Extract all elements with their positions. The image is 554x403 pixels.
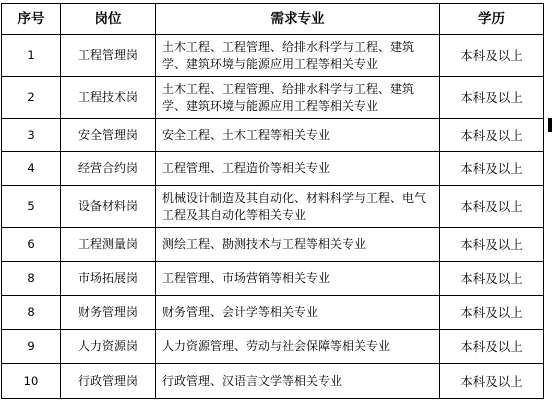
header-position: 岗位 [61, 4, 156, 34]
header-major: 需求专业 [156, 4, 440, 34]
row-major: 工程管理、工程造价等相关专业 [156, 152, 440, 185]
row-major: 土木工程、工程管理、给排水科学与工程、建筑学、建筑环境与能源应用工程等相关专业 [156, 77, 440, 118]
row-no: 8 [2, 296, 61, 329]
row-position: 设备材料岗 [61, 186, 156, 227]
row-no: 9 [2, 330, 61, 363]
table-row [2, 35, 543, 77]
row-no: 2 [2, 77, 61, 118]
row-position: 工程管理岗 [61, 35, 156, 76]
table-row [2, 119, 543, 152]
row-no: 4 [2, 152, 61, 185]
row-major: 机械设计制造及其自动化、材料科学与工程、电气工程及其自动化等相关专业 [156, 186, 440, 227]
row-position: 财务管理岗 [61, 296, 156, 329]
table-row [2, 330, 543, 364]
row-major: 工程管理、市场营销等相关专业 [156, 262, 440, 295]
row-position: 安全管理岗 [61, 119, 156, 151]
recruitment-table [1, 3, 544, 399]
header-no: 序号 [2, 4, 61, 34]
row-no: 3 [2, 119, 61, 151]
table-row [2, 262, 543, 296]
table-row [2, 296, 543, 330]
row-no: 8 [2, 262, 61, 295]
header-education: 学历 [440, 4, 543, 34]
row-education: 本科及以上 [460, 127, 523, 143]
row-major: 财务管理、会计学等相关专业 [156, 296, 440, 329]
row-major: 测绘工程、勘测技术与工程等相关专业 [156, 228, 440, 261]
row-education: 本科及以上 [460, 48, 523, 63]
table-row [2, 228, 543, 262]
row-education: 本科及以上 [460, 237, 523, 252]
row-education: 本科及以上 [460, 161, 523, 176]
row-position: 经营合约岗 [61, 152, 156, 185]
table-row [2, 364, 543, 398]
row-education: 本科及以上 [460, 373, 523, 389]
table-header-row [2, 4, 543, 35]
table-row [2, 186, 543, 228]
row-education: 本科及以上 [460, 339, 523, 354]
row-no: 6 [2, 228, 61, 261]
table-row [2, 77, 543, 119]
table-row [2, 152, 543, 186]
row-position: 市场拓展岗 [61, 262, 156, 295]
row-major: 人力资源管理、劳动与社会保障等相关专业 [156, 330, 440, 363]
row-education: 本科及以上 [460, 90, 523, 105]
row-major: 土木工程、工程管理、给排水科学与工程、建筑学、建筑环境与能源应用工程等相关专业 [156, 35, 440, 76]
row-no: 5 [2, 186, 61, 227]
edge-mark [548, 118, 552, 132]
row-education: 本科及以上 [460, 305, 523, 320]
row-position: 人力资源岗 [61, 330, 156, 363]
row-position: 行政管理岗 [61, 364, 156, 398]
row-position: 工程测量岗 [61, 228, 156, 261]
row-education: 本科及以上 [460, 199, 523, 214]
row-major: 行政管理、汉语言文学等相关专业 [156, 364, 440, 398]
row-no: 1 [2, 35, 61, 76]
row-position: 工程技术岗 [61, 77, 156, 118]
row-major: 安全工程、土木工程等相关专业 [156, 119, 440, 151]
row-no: 10 [2, 364, 61, 398]
row-education: 本科及以上 [460, 271, 523, 286]
